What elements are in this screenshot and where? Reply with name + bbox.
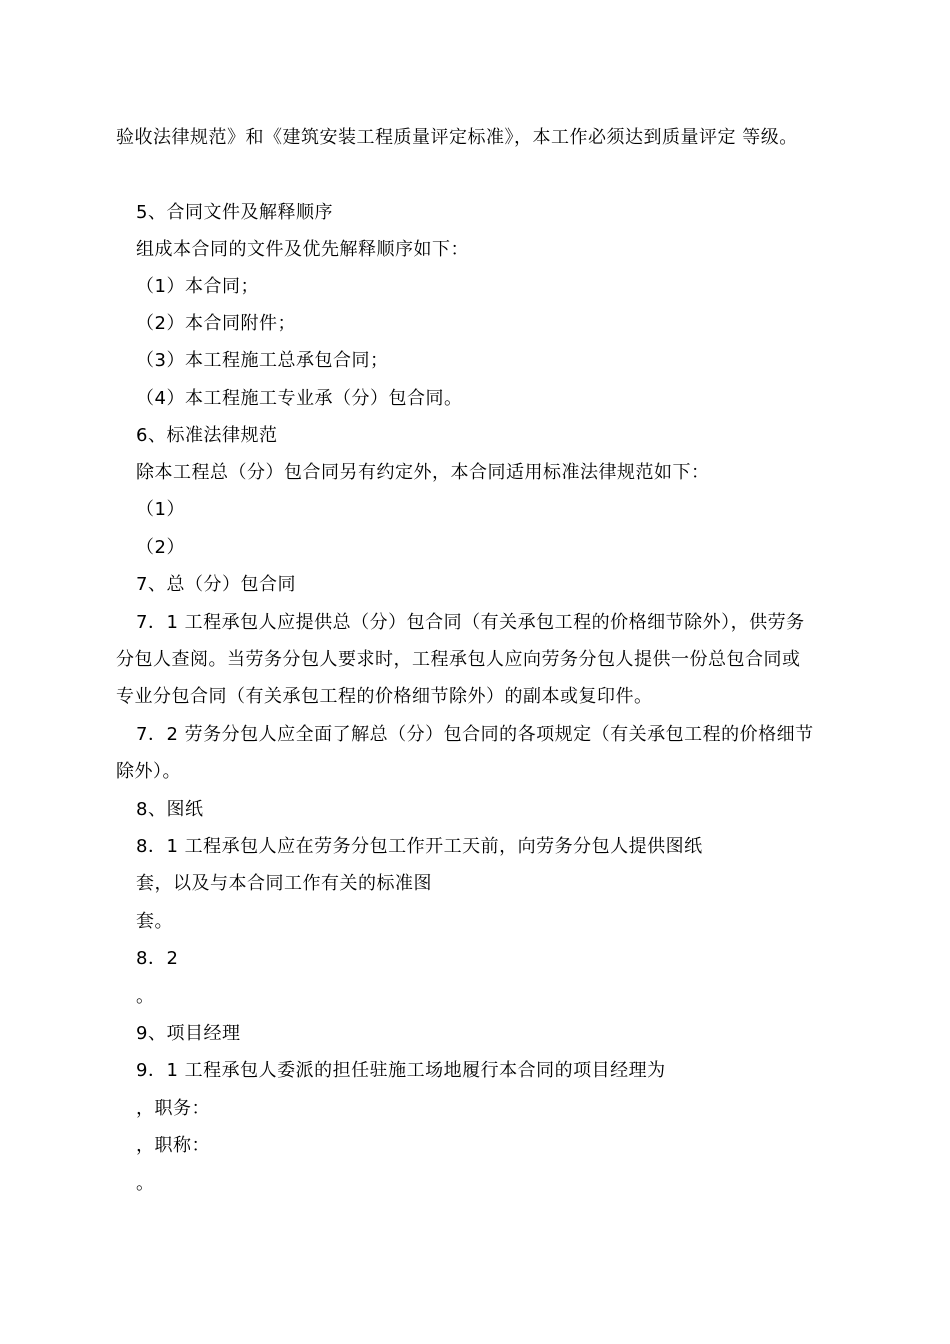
- section-heading-8: 8、图纸: [136, 799, 204, 820]
- paragraph-line: 。: [136, 986, 155, 1007]
- paragraph-line: 除外）。: [116, 761, 181, 782]
- paragraph-line: 8．2: [136, 948, 179, 969]
- paragraph-line: 9．1 工程承包人委派的担任驻施工场地履行本合同的项目经理为: [136, 1060, 666, 1081]
- section-heading-9: 9、项目经理: [136, 1023, 241, 1044]
- paragraph-line: 套。: [136, 911, 173, 932]
- paragraph-line: ，职称：: [136, 1135, 210, 1156]
- paragraph-line: 8．1 工程承包人应在劳务分包工作开工天前，向劳务分包人提供图纸: [136, 836, 703, 857]
- paragraph-line: 。: [136, 1173, 155, 1194]
- list-item: （2）本合同附件；: [136, 313, 296, 334]
- paragraph-line: 分包人查阅。当劳务分包人要求时，工程承包人应向劳务分包人提供一份总包合同或: [116, 649, 801, 670]
- paragraph-line: 专业分包合同（有关承包工程的价格细节除外）的副本或复印件。: [116, 686, 653, 707]
- paragraph-line: ，职务：: [136, 1098, 210, 1119]
- paragraph-line: 除本工程总（分）包合同另有约定外，本合同适用标准法律规范如下：: [136, 462, 710, 483]
- section-heading-6: 6、标准法律规范: [136, 425, 278, 446]
- paragraph-line: 套，以及与本合同工作有关的标准图: [136, 873, 432, 894]
- list-item: （2）: [136, 537, 185, 558]
- paragraph-line: 验收法律规范》和《建筑安装工程质量评定标准》，本工作必须达到质量评定 等级。: [116, 127, 798, 148]
- section-heading-7: 7、总（分）包合同: [136, 574, 296, 595]
- list-item: （3）本工程施工总承包合同；: [136, 350, 389, 371]
- list-item: （1）: [136, 499, 185, 520]
- section-heading-5: 5、合同文件及解释顺序: [136, 202, 333, 223]
- paragraph-line: 7．1 工程承包人应提供总（分）包合同（有关承包工程的价格细节除外），供劳务: [136, 612, 805, 633]
- list-item: （1）本合同；: [136, 276, 259, 297]
- list-item: （4）本工程施工专业承（分）包合同。: [136, 388, 463, 409]
- paragraph-line: 7．2 劳务分包人应全面了解总（分）包合同的各项规定（有关承包工程的价格细节: [136, 724, 814, 745]
- paragraph-line: 组成本合同的文件及优先解释顺序如下：: [136, 239, 469, 260]
